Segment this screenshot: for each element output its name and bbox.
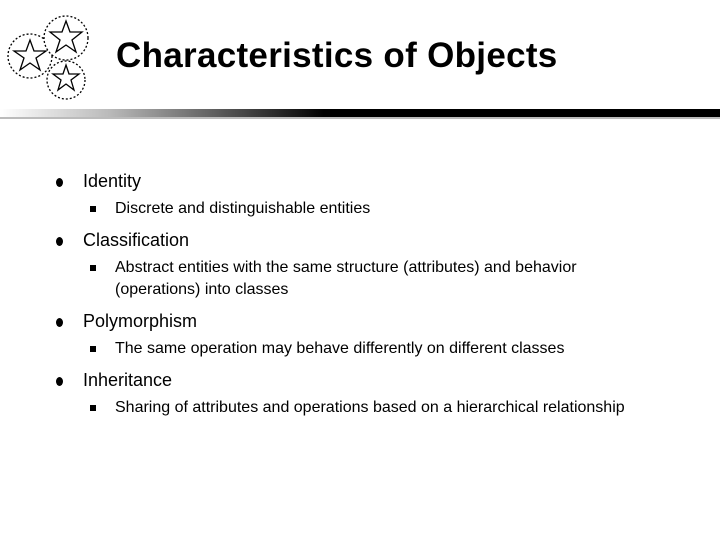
sub-item [0,257,720,301]
sub-item [0,338,720,360]
sub-item-text: Sharing of attributes and operations based on a hierarchical relationship [115,399,625,416]
bullet-list [0,168,720,419]
sub-item [0,397,720,419]
square-bullet-icon [90,405,96,411]
stars-cluster-icon [2,8,94,100]
sub-item-text: The same operation may behave differently on different classes [115,340,565,357]
list-item-inheritance [0,367,720,393]
list-item-polymorphism [0,308,720,334]
slide-title: Characteristics of Objects [116,36,558,75]
round-bullet-icon [56,237,63,246]
round-bullet-icon [56,377,63,386]
square-bullet-icon [90,265,96,271]
round-bullet-icon [56,178,63,187]
list-item-label: Identity [83,171,142,191]
sub-item [0,198,720,220]
sub-item-text: Discrete and distinguishable entities [115,200,371,217]
title-divider [0,108,720,120]
list-item-label: Polymorphism [83,311,198,331]
square-bullet-icon [90,346,96,352]
list-item-label: Classification [83,230,190,250]
round-bullet-icon [56,318,63,327]
list-item-label: Inheritance [83,370,173,390]
square-bullet-icon [90,206,96,212]
list-item-identity [0,168,720,194]
list-item-classification [0,227,720,253]
sub-item-text: Abstract entities with the same structure (attributes) and behavior (operations) into classes [115,259,577,298]
